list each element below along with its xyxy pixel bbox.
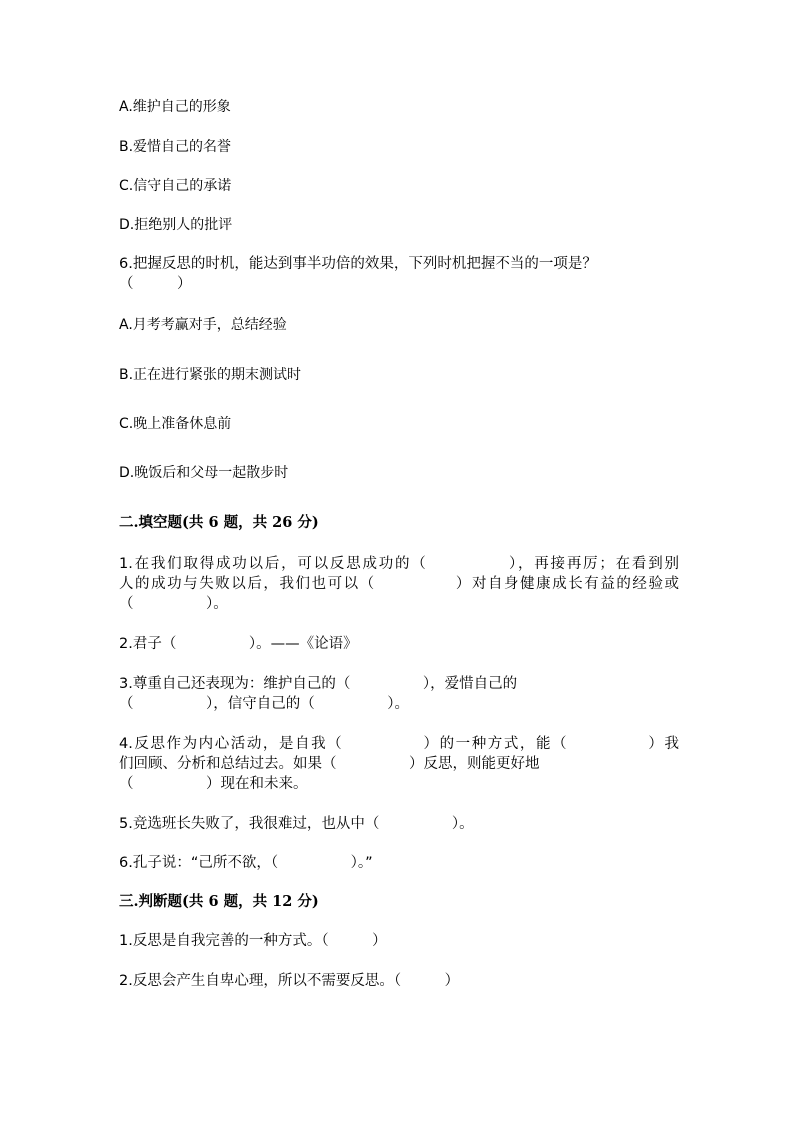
q6-option-a: A.月考考赢对手，总结经验 (119, 317, 287, 333)
judge-q1: 1.反思是自我完善的一种方式。（ ） (119, 933, 387, 949)
q5-option-c: C.信守自己的承诺 (119, 178, 232, 194)
q5-option-a: A.维护自己的形象 (119, 99, 231, 115)
section3-heading: 三.判断题(共 6 题，共 12 分) (119, 893, 319, 910)
q6-option-c: C.晚上准备休息前 (119, 416, 232, 432)
fill-q1-line2: 人的成功与失败以后，我们也可以（ ）对自身健康成长有益的经验或 (119, 576, 679, 592)
fill-q1-line3: （ ）。 (119, 596, 228, 612)
fill-q6: 6.孔子说：“己所不欲，（ ）。” (119, 855, 373, 871)
fill-q4-line2: 们回顾、分析和总结过去。如果（ ）反思，则能更好地 (119, 756, 540, 772)
fill-q3-line1: 3.尊重自己还表现为：维护自己的（ ），爱惜自己的 (119, 676, 518, 692)
fill-q4-line1: 4.反思作为内心活动，是自我（ ）的一种方式，能（ ）我 (119, 736, 679, 752)
fill-q3-line2: （ ），信守自己的（ ）。 (119, 696, 409, 712)
q6-option-d: D.晚饭后和父母一起散步时 (119, 465, 289, 481)
fill-q5: 5.竞选班长失败了，我很难过，也从中（ ）。 (119, 816, 474, 832)
q5-option-d: D.拒绝别人的批评 (119, 217, 233, 233)
q5-option-b: B.爱惜自己的名誉 (119, 139, 232, 155)
q6-option-b: B.正在进行紧张的期末测试时 (119, 367, 302, 383)
judge-q2: 2.反思会产生自卑心理，所以不需要反思。（ ） (119, 973, 460, 989)
fill-q4-line3: （ ）现在和未来。 (119, 776, 308, 792)
q6-stem: 6.把握反思的时机，能达到事半功倍的效果，下列时机把握不当的一项是？ (119, 256, 597, 272)
q6-stem-blank: （ ） (119, 276, 192, 292)
fill-q2: 2.君子（ ）。——《论语》 (119, 636, 358, 652)
section2-heading: 二.填空题(共 6 题，共 26 分) (119, 514, 319, 531)
fill-q1-line1: 1.在我们取得成功以后，可以反思成功的（ ），再接再厉；在看到别 (119, 556, 679, 572)
